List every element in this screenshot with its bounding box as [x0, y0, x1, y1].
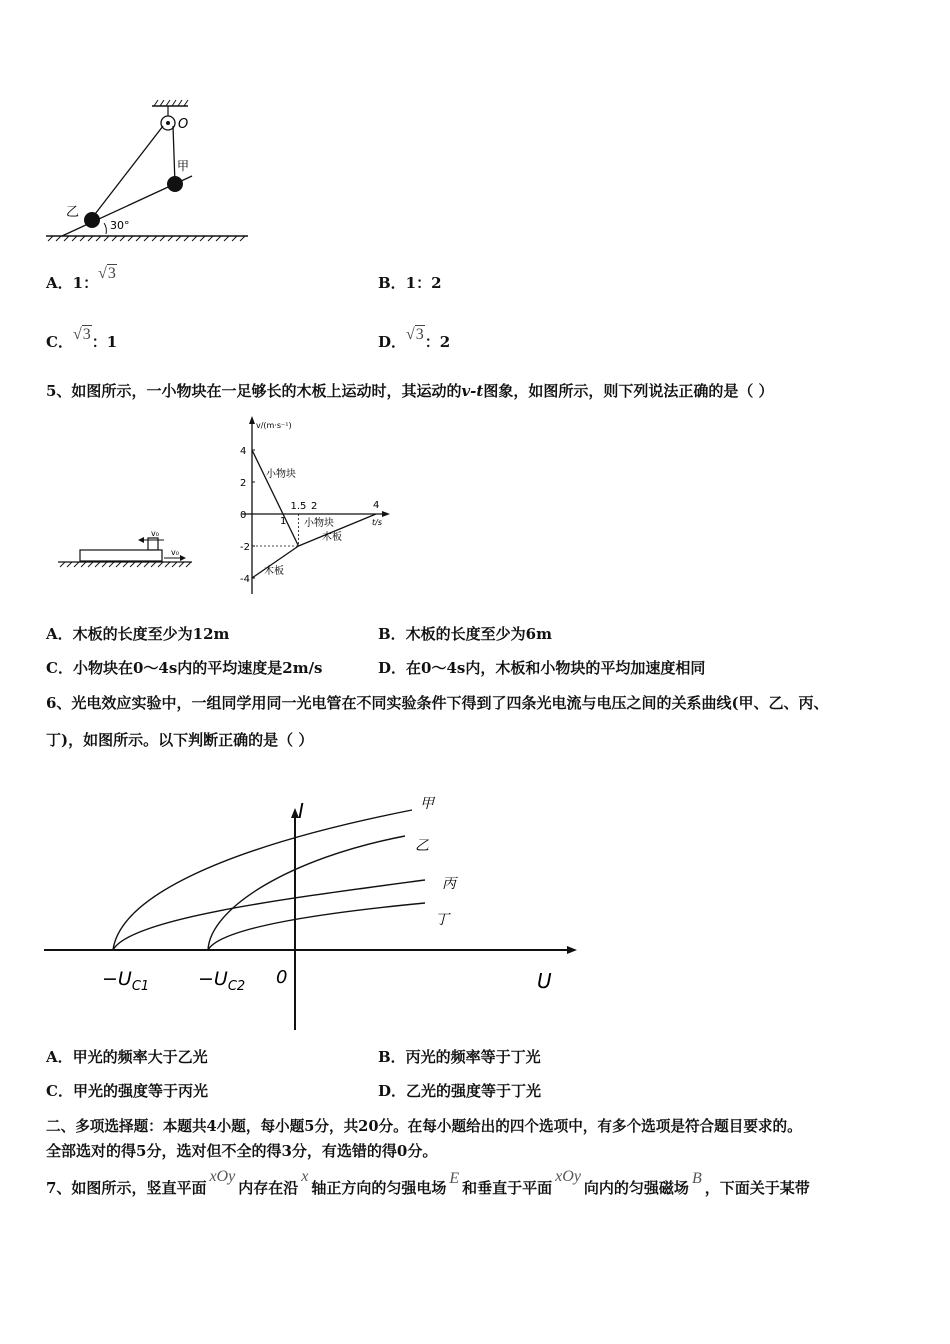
q5-vt-graph [222, 412, 397, 597]
y-tick-label: -2 [240, 542, 250, 553]
label-bing: 丙 [442, 876, 456, 892]
label-yi: 乙 [66, 205, 80, 220]
board [80, 550, 162, 561]
q6-iu-graph [40, 788, 585, 1036]
q4-option-d[interactable]: D．√3：2 [378, 326, 451, 351]
u-axis-label: U [537, 969, 552, 993]
origin-label: 0 [276, 967, 288, 988]
x-tick-label: 1.5 [290, 501, 307, 512]
sqrt-symbol: √3 [406, 326, 424, 343]
i-axis-label: I [298, 799, 304, 823]
x-tick-label: 1 [280, 516, 287, 527]
uc2-label: $-U_{C2}$ [198, 968, 246, 994]
section2-line1: 二、多项选择题：本题共4小题，每小题5分，共20分。在每小题给出的四个选项中，有多个选项是符合题目要求的。 [46, 1118, 802, 1135]
y-tick-label: 4 [240, 446, 247, 457]
q6-option-b[interactable]: B．丙光的频率等于丁光 [378, 1048, 541, 1066]
math-b: B [691, 1170, 702, 1187]
ball-yi [84, 212, 100, 228]
v0-top: v₀ [151, 529, 159, 538]
section2-line2: 全部选对的得5分，选对但不全的得3分，有选错的得0分。 [46, 1142, 438, 1160]
q5-board-figure [52, 525, 197, 585]
q7-stem: 7、如图所示，竖直平面xOy内存在沿x轴正方向的匀强电场E和垂直于平面xOy向内的匀强磁场B，下面关于某带 [46, 1168, 810, 1197]
sqrt-symbol: √3 [98, 265, 116, 282]
y-tick-label: 2 [240, 478, 247, 489]
label-jia: 甲 [420, 796, 434, 812]
q5-option-c[interactable]: C．小物块在0～4s内的平均速度是2m/s [46, 659, 323, 677]
math-x: x [301, 1168, 309, 1185]
q4-option-a-text: A．1： [46, 274, 99, 292]
label-ding: 丁 [435, 912, 449, 928]
q6-option-d[interactable]: D．乙光的强度等于丁光 [378, 1082, 542, 1100]
label-o: O [178, 117, 189, 132]
math-xoy: xOy [209, 1168, 236, 1185]
y-tick-label: -4 [240, 574, 250, 585]
q4-option-a[interactable] [46, 265, 117, 293]
q4-option-d-text: D． [378, 333, 407, 351]
q5-option-d[interactable]: D．在0～4s内，木板和小物块的平均加速度相同 [378, 659, 706, 677]
q6-stem-line2: 丁)，如图所示。以下判断正确的是（ ） [46, 731, 314, 749]
q6-option-c[interactable]: C．甲光的强度等于丙光 [46, 1082, 208, 1100]
angle-label: 30° [110, 219, 130, 232]
label-jia: 甲 [177, 159, 190, 173]
curve-bing [113, 880, 425, 950]
q6-stem-line1: 6、光电效应实验中，一组同学用同一光电管在不同实验条件下得到了四条光电流与电压之间的关系曲线(甲、乙、丙、 [46, 694, 829, 712]
x-axis-label: t/s [372, 518, 382, 527]
y-tick-label: 0 [240, 510, 247, 521]
curve-ding [208, 903, 425, 950]
q4-option-b[interactable]: B．1：2 [378, 274, 442, 292]
x-tick-label: 2 [311, 501, 318, 512]
math-e: E [449, 1170, 460, 1187]
math-xoy-2: xOy [555, 1168, 581, 1185]
x-tick-label: 4 [373, 500, 380, 511]
label-block-top: 小物块 [266, 469, 296, 480]
q5-option-b[interactable]: B．木板的长度至少为6m [378, 625, 552, 643]
sqrt-symbol: √3 [72, 326, 91, 343]
q5-stem: 5、如图所示，一小物块在一足够长的木板上运动时，其运动的v-t图象，如图所示，则下列说法正确的是（ ） [46, 382, 774, 400]
block-line [252, 450, 299, 546]
label-block-mid: 小物块 [304, 518, 334, 529]
q4-figure [40, 98, 260, 248]
ball-jia [167, 176, 183, 192]
label-board-bot: 木板 [264, 566, 284, 577]
q4-option-c-text: C． [46, 333, 73, 351]
y-axis-label: v/(m·s⁻¹) [256, 421, 292, 430]
q5-option-a[interactable]: A．木板的长度至少为12m [46, 625, 230, 643]
label-yi: 乙 [415, 838, 429, 854]
v0-bottom: v₀ [171, 548, 179, 557]
curve-jia [113, 810, 412, 950]
q6-option-a[interactable]: A．甲光的频率大于乙光 [46, 1048, 208, 1066]
label-board-mid: 木板 [322, 532, 342, 543]
q4-option-c[interactable]: C．√3：1 [46, 326, 118, 351]
uc1-label: $-U_{C1}$ [102, 968, 150, 994]
